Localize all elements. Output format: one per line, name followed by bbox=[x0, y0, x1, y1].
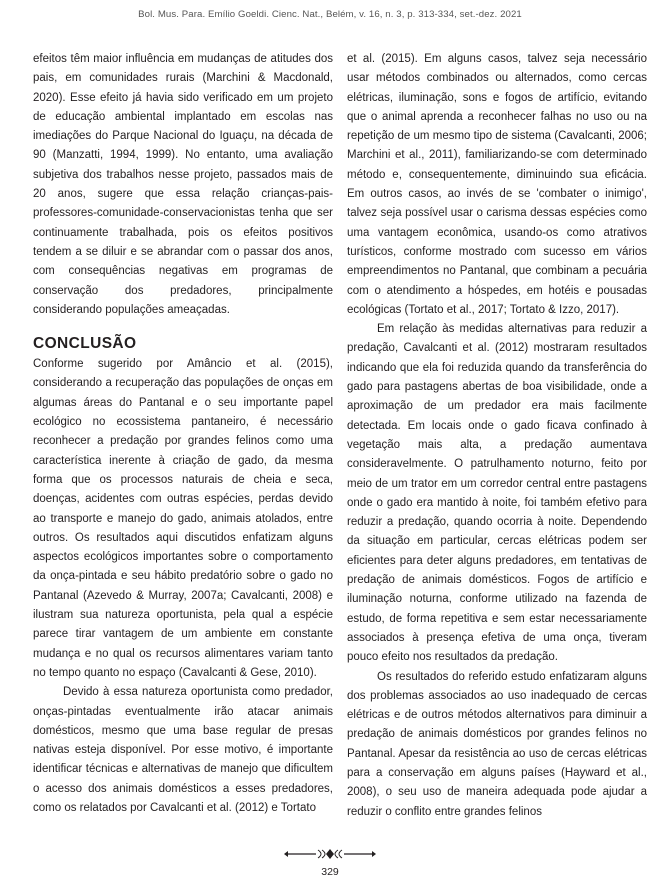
decorative-ornament-icon bbox=[282, 848, 378, 860]
body-paragraph: Os resultados do referido estudo enfatizaram alguns dos problemas associados ao uso inadequado de cercas elétricas e de outros métodos alternativos para diminuir a predação de animais domésticos por grandes felinos no Pantanal. Apesar da resistência ao uso de cercas elétricas para a conservação em alguns países (Hayward et al., 2008), o seu uso de maneira adequada pode ajudar a reduzir o conflito entre grandes felinos bbox=[347, 670, 647, 818]
body-paragraph: Em relação às medidas alternativas para reduzir a predação, Cavalcanti et al. (2012) mostraram resultados indicando que ela foi reduzida quando da transferência do gado para pastagens abertas de boa visibilidade, onde a aproximação de um predador era mais facilmente detectada. Em locais onde o gado ficava confinado à vegetação mais alta, a predação aumentava consideravelmente. O patrulhamento noturno, feito por meio de um trator em um corredor central entre pastagens onde o gado era mantido à noite, foi também efetivo para reduzir a predação, quando ocorria à noite. Dependendo da situação em particular, cercas elétricas podem ser eficientes para deter alguns predadores, em tentativas de predação de animais domésticos. Fogos de artifício e iluminação noturna, conforme utilizado na fazenda de estudo, de forma repetitiva e sem estar necessariamente associados à presença efetiva de uma onça, tiveram pouco efeito nos resultados da predação. bbox=[347, 323, 647, 664]
right-column bbox=[347, 50, 647, 822]
body-paragraph: Conforme sugerido por Amâncio et al. (2015), considerando a recuperação das populações de onças em algumas áreas do Pantanal e o seu importante papel ecológico no ecossistema pantaneiro, é necessário reconhecer a predação por grandes felinos como uma característica inerente à criação de gado, da mesma forma que os processos naturais de cheia e seca, doenças, acidentes com outras espécies, perdas devido ao transporte e manejo do gado, animais atolados, entre outros. Os resultados aqui discutidos enfatizam alguns aspectos ecológicos importantes sobre o comportamento da onça-pintada e seu hábito predatório sobre o gado no Pantanal (Azevedo & Murray, 2007a; Cavalcanti, 2008) e ilustram sua natureza oportunista, pela qual a espécie parece tirar vantagem de um ambiente em constante mudança e no qual os recursos alimentares variam tanto no tempo quanto no espaço (Cavalcanti & Gese, 2010). bbox=[33, 358, 333, 679]
body-paragraph: et al. (2015). Em alguns casos, talvez seja necessário usar métodos combinados ou alternados, como cercas elétricas, iluminação, sons e fogos de artifício, evitando que o animal aprenda a reconhecer falhas no uso ou na repetição de um mesmo tipo de sistema (Cavalcanti, 2006; Marchini et al., 2011), familiarizando-se com determinado método e, consequentemente, diminuindo sua eficácia. Em outros casos, ao invés de se 'combater o inimigo', talvez seja possível usar o carisma dessas espécies como uma vantagem econômica, usando-os como atrativos turísticos, conforme mostrado com sucesso em vários empreendimentos no Pantanal, que combinam a pecuária com o atendimento a hóspedes, em hotéis e pousadas ecológicas (Tortato et al., 2017; Tortato & Izzo, 2017). bbox=[347, 53, 647, 316]
page-number: 329 bbox=[321, 866, 339, 878]
section-heading-conclusion: CONCLUSÃO bbox=[33, 335, 137, 353]
left-column bbox=[33, 50, 333, 818]
body-paragraph: Devido à essa natureza oportunista como predador, onças-pintadas eventualmente irão atacar animais domésticos, mesmo que uma base regular de presas nativas esteja disponível. Por esse motivo, é importante identificar técnicas e alternativas de manejo que dificultem o acesso dos animais domésticos a esses predadores, como os relatados por Cavalcanti et al. (2012) e Tortato bbox=[33, 686, 333, 814]
body-paragraph: efeitos têm maior influência em mudanças de atitudes dos pais, em comunidades rurais (Marchini & Macdonald, 2020). Esse efeito já havia sido verificado em um projeto de educação ambiental implantado em escolas nas imediações do Parque Nacional do Iguaçu, na década de 90 (Manzatti, 1994, 1999). No entanto, uma avaliação subjetiva dos trabalhos nesse projeto, passados mais de 20 anos, sugere que essa relação crianças-pais-professores-comunidade-conservacionistas tenha que ser continuamente trabalhada, pois os efeitos positivos tendem a se diluir e se abrandar com o passar dos anos, com consequências negativas em programas de conservação dos predadores, principalmente considerando populações ameaçadas. bbox=[33, 53, 333, 316]
running-header: Bol. Mus. Para. Emílio Goeldi. Cienc. Nat., Belém, v. 16, n. 3, p. 313-334, set.-dez. 2021 bbox=[138, 9, 522, 20]
